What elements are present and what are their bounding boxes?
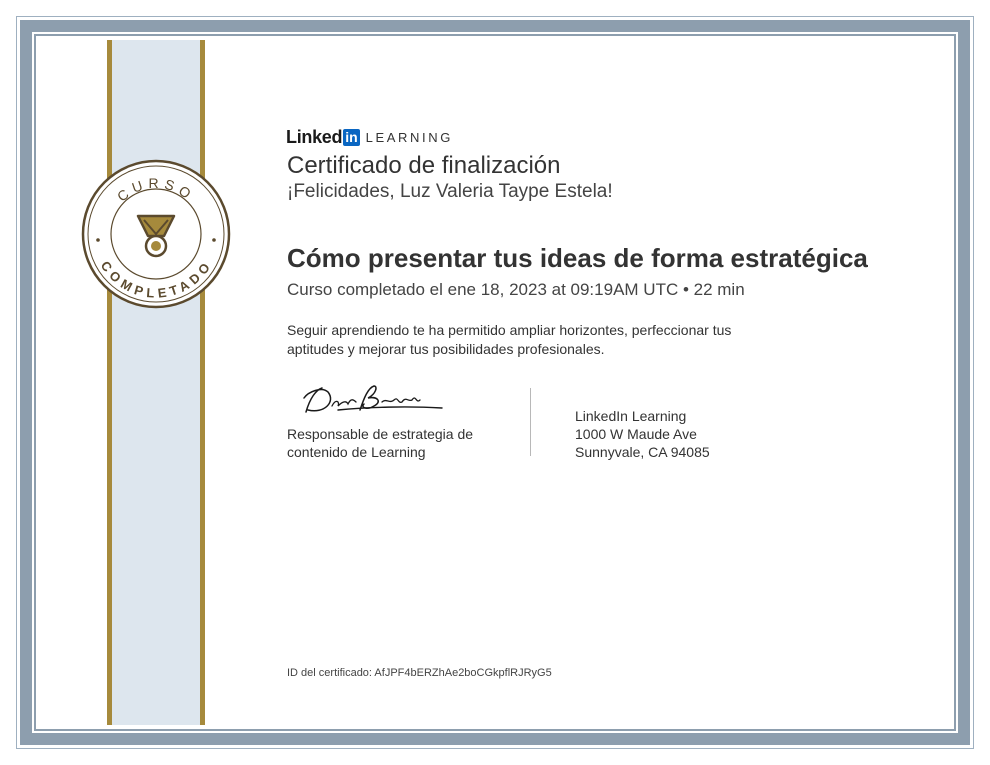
linkedin-learning-logo [286,127,453,147]
seal-graphic [80,158,232,310]
description [287,321,767,359]
address-line-3: Sunnyvale, CA 94085 [575,444,710,460]
signatory-role-line-2: contenido de Learning [287,444,426,460]
side-ribbon [107,40,205,725]
seal-top-text: CURSO [113,174,199,205]
certificate-id: ID del certificado: AfJPF4bERZhAe2boCGkpflRJRyG5 [287,667,552,679]
description-line-2: aptitudes y mejorar tus posibilidades profesionales. [287,341,605,357]
description-line-1: Seguir aprendiendo te ha permitido ampliar horizontes, perfeccionar tus [287,322,732,338]
issuer-address [575,407,795,461]
logo-in-badge: in [345,128,358,145]
signature-image [298,380,448,420]
congratulations-line: ¡Felicidades, Luz Valeria Taype Estela! [287,181,613,202]
address-line-2: 1000 W Maude Ave [575,426,697,442]
course-completed-seal [80,158,232,310]
logo-learning-text: LEARNING [365,129,453,145]
signatory-role [287,425,507,461]
seal-bottom-text: COMPLETADO [97,258,215,301]
certificate-title: Certificado de finalización [287,152,561,179]
completion-details: Curso completado el ene 18, 2023 at 09:19AM UTC • 22 min [287,280,745,299]
logo-linked-text: Linked [286,126,343,147]
vertical-divider [530,388,531,456]
signatory-role-line-1: Responsable de estrategia de [287,426,474,442]
address-line-1: LinkedIn Learning [575,408,687,424]
course-name: Cómo presentar tus ideas de forma estratégica [287,243,868,273]
